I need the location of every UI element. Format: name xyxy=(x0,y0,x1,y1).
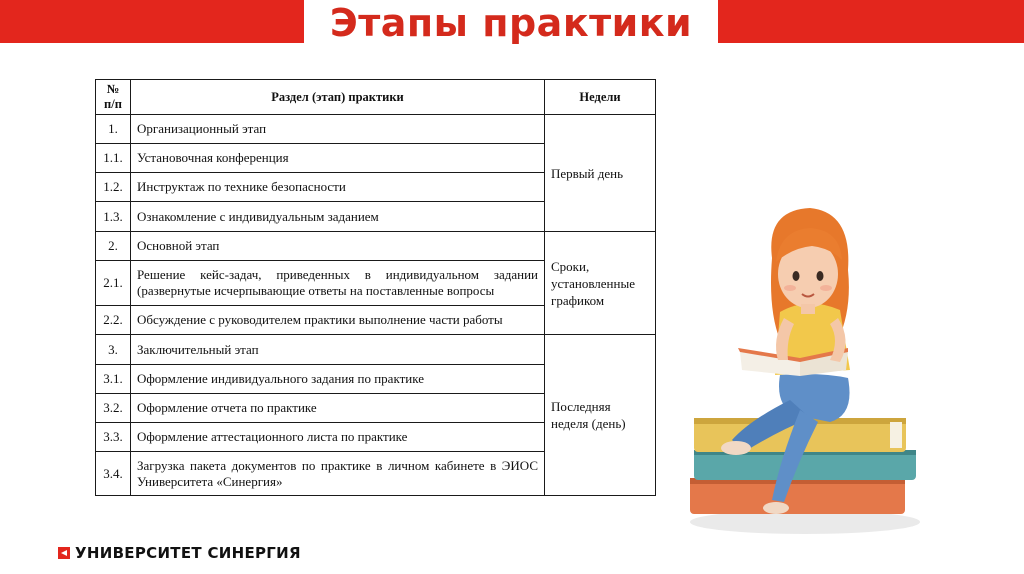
row-stage-name: Оформление аттестационного листа по практике xyxy=(131,423,545,452)
row-number: 3.1. xyxy=(96,365,131,394)
row-number: 2.1. xyxy=(96,261,131,306)
column-header-stage: Раздел (этап) практики xyxy=(131,80,545,115)
row-stage-name: Решение кейс-задач, приведенных в индивидуальном задании (развернутые исчерпывающие ответы на поставленные вопросы xyxy=(131,261,545,306)
synergy-logo-icon xyxy=(58,547,70,559)
row-number: 3.4. xyxy=(96,452,131,496)
column-header-weeks: Недели xyxy=(545,80,656,115)
row-number: 3.3. xyxy=(96,423,131,452)
header-bar-left xyxy=(0,0,304,43)
row-stage-name: Установочная конференция xyxy=(131,144,545,173)
row-stage-name: Оформление индивидуального задания по практике xyxy=(131,365,545,394)
row-number: 3. xyxy=(96,335,131,365)
row-number: 1.3. xyxy=(96,202,131,232)
row-number: 2. xyxy=(96,232,131,261)
row-stage-name: Оформление отчета по практике xyxy=(131,394,545,423)
column-header-number: № п/п xyxy=(96,80,131,115)
weeks-cell: Сроки, установленные графиком xyxy=(545,232,656,335)
row-number: 1. xyxy=(96,115,131,144)
weeks-cell: Последняя неделя (день) xyxy=(545,335,656,496)
practice-stages-table xyxy=(95,79,656,496)
row-stage-name: Ознакомление с индивидуальным заданием xyxy=(131,202,545,232)
row-stage-name: Обсуждение с руководителем практики выполнение части работы xyxy=(131,306,545,335)
page-title: Этапы практики xyxy=(329,1,693,45)
header-bar-right xyxy=(718,0,1024,43)
row-stage-name: Загрузка пакета документов по практике в личном кабинете в ЭИОС Университета «Синергия» xyxy=(131,452,545,496)
row-number: 1.1. xyxy=(96,144,131,173)
logo-text: УНИВЕРСИТЕТ СИНЕРГИЯ xyxy=(75,544,301,562)
table-row xyxy=(96,115,656,144)
row-stage-name: Инструктаж по технике безопасности xyxy=(131,173,545,202)
table-row xyxy=(96,335,656,365)
row-stage-name: Основной этап xyxy=(131,232,545,261)
row-number: 2.2. xyxy=(96,306,131,335)
girl-reading-illustration xyxy=(680,200,930,540)
row-stage-name: Заключительный этап xyxy=(131,335,545,365)
table-row xyxy=(96,232,656,261)
row-number: 3.2. xyxy=(96,394,131,423)
row-stage-name: Организационный этап xyxy=(131,115,545,144)
weeks-cell: Первый день xyxy=(545,115,656,232)
university-logo xyxy=(58,543,301,563)
row-number: 1.2. xyxy=(96,173,131,202)
